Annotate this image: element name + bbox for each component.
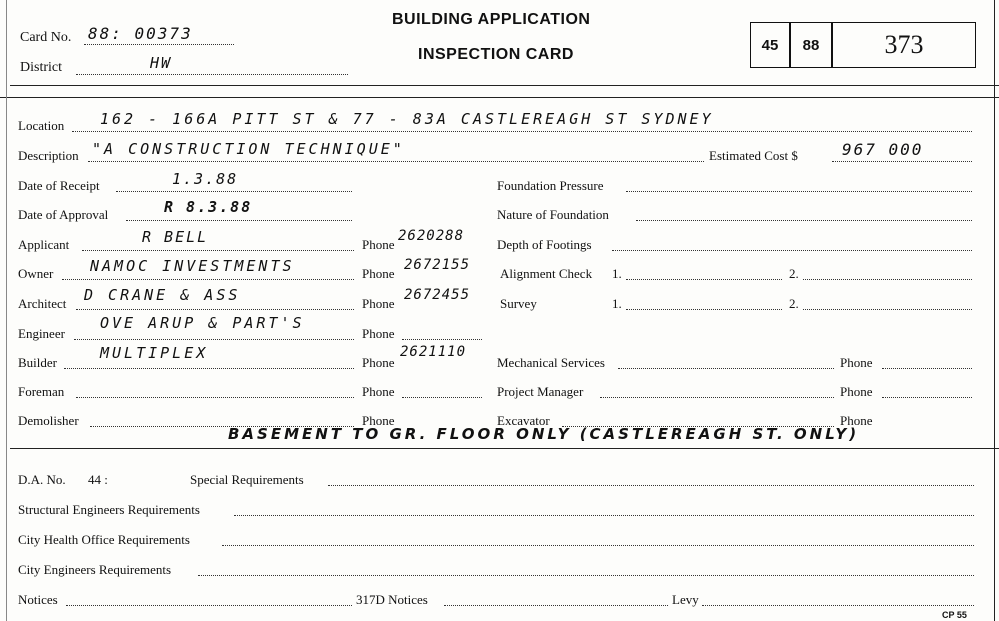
header-box-1-value: 45	[761, 36, 779, 54]
owner-value: NAMOC INVESTMENTS	[90, 257, 295, 275]
header-box-1	[750, 22, 790, 68]
divider-middle	[10, 448, 999, 449]
applicant-value: R BELL	[142, 228, 209, 246]
nature-foundation-label: Nature of Foundation	[497, 207, 609, 222]
applicant-line	[82, 250, 354, 251]
district-line	[76, 74, 348, 75]
description-label: Description	[18, 148, 79, 163]
project-manager-label: Project Manager	[497, 384, 584, 399]
district-label: District	[20, 60, 62, 75]
nature-foundation-line	[636, 220, 972, 221]
header-box-3-value: 373	[884, 30, 924, 59]
notices-317d-line	[444, 605, 668, 606]
engineer-value: OVE ARUP & PART'S	[100, 314, 305, 332]
alignment-2-label: 2.	[789, 266, 799, 281]
description-line	[88, 161, 704, 162]
date-approval-label: Date of Approval	[18, 207, 109, 222]
date-approval-line	[126, 220, 352, 221]
owner-phone-label: Phone	[362, 266, 395, 281]
applicant-label: Applicant	[18, 237, 70, 252]
foreman-line	[76, 397, 354, 398]
builder-phone-label: Phone	[362, 355, 395, 370]
foundation-pressure-line	[626, 191, 972, 192]
architect-line	[76, 309, 354, 310]
mechanical-label: Mechanical Services	[497, 355, 605, 370]
survey-1-line	[626, 309, 782, 310]
left-edge	[6, 0, 7, 621]
health-requirements-line	[222, 545, 974, 546]
levy-line	[702, 605, 974, 606]
district-value: HW	[150, 54, 173, 72]
form-code: CP 55	[942, 610, 967, 620]
mechanical-phone-line	[882, 368, 972, 369]
divider-top	[10, 85, 999, 86]
card-no-line	[84, 44, 234, 45]
engineer-phone-label: Phone	[362, 326, 395, 341]
description-value: "A CONSTRUCTION TECHNIQUE"	[92, 140, 405, 158]
depth-footings-line	[612, 250, 972, 251]
alignment-check-label: Alignment Check	[500, 266, 593, 281]
card-no-label: Card No.	[20, 30, 72, 45]
excavator-phone-label: Phone	[840, 413, 873, 428]
survey-2-line	[803, 309, 972, 310]
survey-2-label: 2.	[789, 296, 799, 311]
header-box-2	[790, 22, 832, 68]
handwritten-note: BASEMENT TO GR. FLOOR ONLY (CASTLEREAGH ST. ONLY)	[228, 425, 860, 443]
builder-phone-value: 2621110	[400, 344, 467, 360]
notices-label: Notices	[18, 592, 58, 607]
levy-label: Levy	[672, 592, 699, 607]
project-manager-phone-line	[882, 397, 972, 398]
foreman-label: Foreman	[18, 384, 65, 399]
architect-phone-label: Phone	[362, 296, 395, 311]
health-requirements-label: City Health Office Requirements	[18, 532, 190, 547]
excavator-label: Excavator	[497, 413, 550, 428]
architect-phone-value: 2672455	[404, 287, 471, 303]
date-approval-value: R 8.3.88	[164, 198, 253, 216]
demolisher-phone-label: Phone	[362, 413, 395, 428]
notices-317d-label: 317D Notices	[356, 592, 428, 607]
card-no-value: 88: 00373	[88, 24, 193, 43]
engineers-requirements-line	[198, 575, 974, 576]
da-no-label: D.A. No.	[18, 472, 66, 487]
project-manager-line	[600, 397, 834, 398]
project-manager-phone-label: Phone	[840, 384, 873, 399]
date-receipt-label: Date of Receipt	[18, 178, 100, 193]
applicant-phone-value: 2620288	[398, 228, 465, 244]
applicant-phone-label: Phone	[362, 237, 395, 252]
estimated-cost-label: Estimated Cost $	[709, 148, 798, 163]
mechanical-line	[618, 368, 834, 369]
estimated-cost-line	[832, 161, 972, 162]
foreman-phone-label: Phone	[362, 384, 395, 399]
survey-1-label: 1.	[612, 296, 622, 311]
special-requirements-label: Special Requirements	[190, 472, 304, 487]
notices-line	[66, 605, 352, 606]
divider-top-2	[0, 97, 999, 98]
right-edge	[994, 0, 995, 621]
engineer-label: Engineer	[18, 326, 65, 341]
title-line1: BUILDING APPLICATION	[392, 11, 591, 28]
builder-line	[64, 368, 354, 369]
foundation-pressure-label: Foundation Pressure	[497, 178, 604, 193]
engineer-line	[74, 339, 354, 340]
location-value: 162 - 166A PITT ST & 77 - 83A CASTLEREAGH ST SYDNEY	[100, 110, 714, 128]
special-requirements-line	[328, 485, 974, 486]
foreman-phone-line	[402, 397, 482, 398]
builder-value: MULTIPLEX	[100, 344, 209, 362]
da-no-value: 44 :	[88, 472, 108, 487]
engineers-requirements-label: City Engineers Requirements	[18, 562, 172, 577]
alignment-1-line	[626, 279, 782, 280]
alignment-1-label: 1.	[612, 266, 622, 281]
date-receipt-value: 1.3.88	[172, 170, 239, 188]
architect-value: D CRANE & ASS	[84, 286, 241, 304]
structural-requirements-line	[234, 515, 974, 516]
alignment-2-line	[803, 279, 972, 280]
owner-line	[62, 279, 354, 280]
header-box-3	[832, 22, 976, 68]
title-line2: INSPECTION CARD	[418, 46, 574, 63]
location-label: Location	[18, 118, 65, 133]
estimated-cost-value: 967 000	[842, 140, 924, 159]
engineer-phone-line	[402, 339, 482, 340]
architect-label: Architect	[18, 296, 67, 311]
date-receipt-line	[116, 191, 352, 192]
structural-requirements-label: Structural Engineers Requirements	[18, 502, 200, 517]
mechanical-phone-label: Phone	[840, 355, 873, 370]
header-box-2-value: 88	[802, 36, 820, 54]
depth-footings-label: Depth of Footings	[497, 237, 592, 252]
builder-label: Builder	[18, 355, 57, 370]
survey-label: Survey	[500, 296, 537, 311]
owner-phone-value: 2672155	[404, 257, 471, 273]
owner-label: Owner	[18, 266, 54, 281]
demolisher-label: Demolisher	[18, 413, 79, 428]
location-line	[72, 131, 972, 132]
